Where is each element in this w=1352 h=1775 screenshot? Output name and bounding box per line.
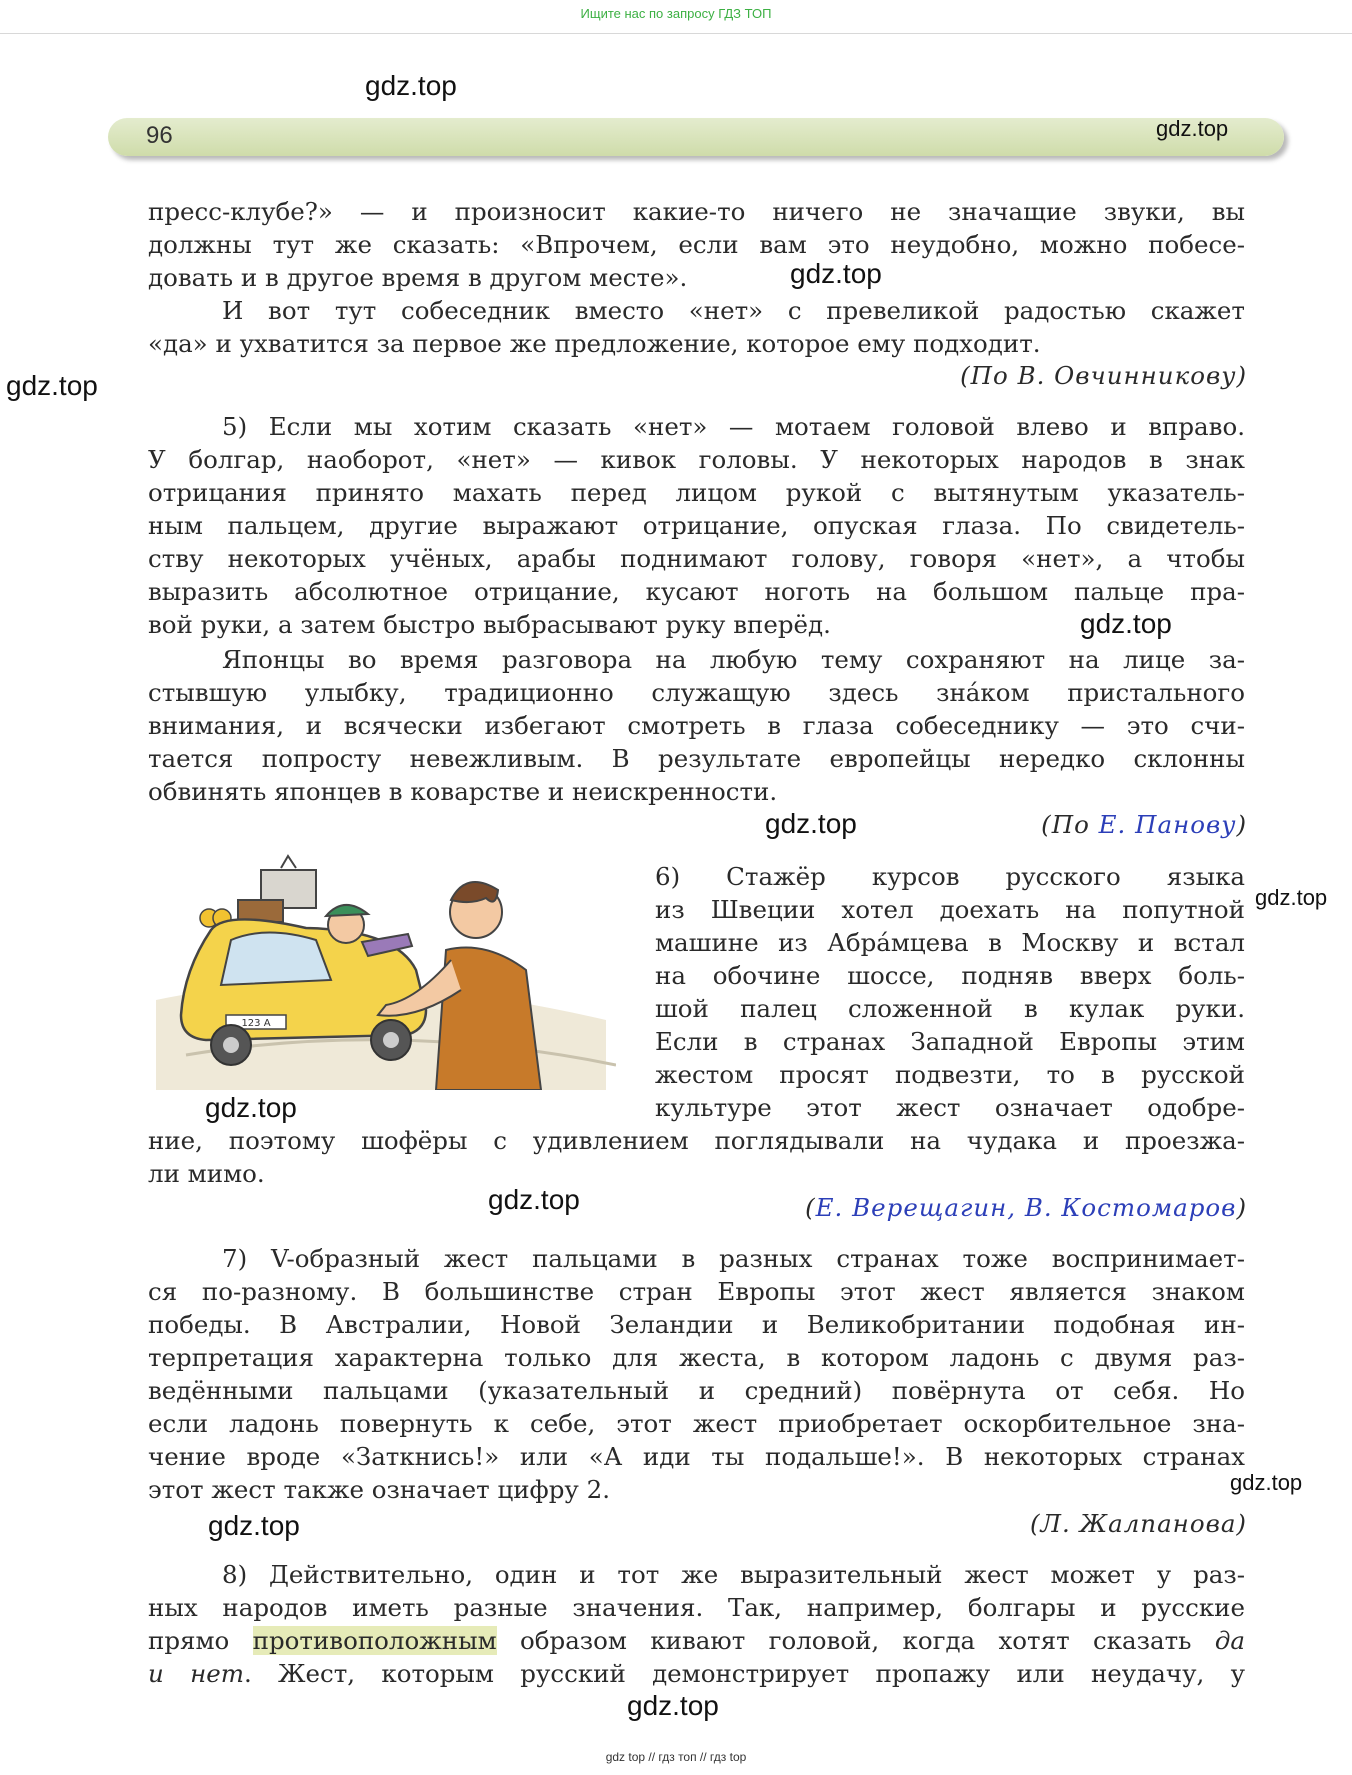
- text-line: из Швеции хотел доехать на попутной: [655, 895, 1245, 924]
- italic-word: да: [1214, 1626, 1245, 1655]
- text-line: ние, поэтому шофёры с удивлением поглядывали на чудака и проезжа-: [148, 1126, 1245, 1155]
- text-line: ведёнными пальцами (указательный и средний) повёрнута от себя. Но: [148, 1376, 1245, 1405]
- paragraph-5b: [148, 643, 1245, 808]
- page-header-band: [108, 118, 1284, 156]
- top-bar: [0, 0, 1352, 34]
- watermark: gdz.top: [208, 1510, 300, 1541]
- text-line: Если в странах Западной Европы этим: [655, 1027, 1245, 1056]
- text-line: тается попросту невежливым. В результате европейцы нередко склонны: [148, 744, 1245, 773]
- paragraph-7: [148, 1242, 1245, 1506]
- text-line: [148, 1624, 1245, 1657]
- paragraph-intro-2: [148, 294, 1245, 360]
- text-line: внимания, и всячески избегают смотреть в глаза собеседнику — это счи-: [148, 711, 1245, 740]
- text-line: [148, 1657, 1245, 1690]
- text-run: прямо: [148, 1626, 253, 1655]
- text-line: ным пальцем, другие выражают отрицание, опуская глаза. По свидетель-: [148, 511, 1245, 540]
- text-run: . Жест, которым русский демонстрирует пропажу или неудачу, у: [243, 1659, 1245, 1688]
- attribution-zhalpanova: (Л. Жалпанова): [1029, 1509, 1247, 1538]
- watermark: gdz.top: [488, 1184, 580, 1215]
- text-line: вой руки, а затем быстро выбрасывают руку вперёд.: [148, 610, 831, 639]
- text-line: если ладонь повернуть к себе, этот жест приобретает оскорбительное зна-: [148, 1409, 1245, 1438]
- text-line: 7) V-образный жест пальцами в разных странах тоже воспринимает-: [222, 1244, 1245, 1273]
- watermark: gdz.top: [205, 1092, 297, 1123]
- watermark: gdz.top: [790, 258, 882, 289]
- text-line: пресс-клубе?» — и произносит какие-то ничего не значащие звуки, вы: [148, 197, 1245, 226]
- text-line: победы. В Австралии, Новой Зеландии и Великобритании подобная ин-: [148, 1310, 1245, 1339]
- attribution-close: ): [1236, 1193, 1247, 1222]
- paragraph-5: [148, 410, 1245, 641]
- text-line: ных народов иметь разные значения. Так, например, болгары и русские: [148, 1593, 1245, 1622]
- watermark: gdz.top: [6, 370, 98, 401]
- attribution-panov: [1041, 810, 1247, 839]
- text-line: И вот тут собеседник вместо «нет» с превеликой радостью скажет: [222, 296, 1245, 325]
- top-search-link[interactable]: Ищите нас по запросу ГДЗ ТОП: [580, 6, 772, 21]
- text-line: 5) Если мы хотим сказать «нет» — мотаем головой влево и вправо.: [222, 412, 1245, 441]
- text-line: отрицания принято махать перед лицом рукой с вытянутым указатель-: [148, 478, 1245, 507]
- attribution-open: (: [805, 1193, 816, 1222]
- paragraph-intro: [148, 195, 1245, 294]
- italic-word: и нет: [148, 1659, 244, 1688]
- license-plate: 123 А: [241, 1018, 271, 1029]
- attribution-prefix: (По: [1041, 810, 1099, 839]
- attribution-vereshchagin-kostomarov: [805, 1193, 1247, 1222]
- text-line: терпретация характерна только для жеста, в котором ладонь с двумя раз-: [148, 1343, 1245, 1372]
- illustration-hitchhiker: [146, 850, 616, 1090]
- text-line: этот жест также означает цифру 2.: [148, 1475, 610, 1504]
- text-run: образом кивают головой, когда хотят сказать: [496, 1626, 1215, 1655]
- watermark: gdz.top: [1230, 1470, 1303, 1495]
- text-line: 8) Действительно, один и тот же выразительный жест может у раз-: [222, 1560, 1245, 1589]
- author-link-vereshchagin-kostomarov[interactable]: Е. Верещагин, В. Костомаров: [815, 1193, 1237, 1222]
- highlighted-word: противоположным: [252, 1626, 497, 1655]
- page-number: 96: [146, 122, 173, 149]
- text-line: должны тут же сказать: «Впрочем, если вам это неудобно, можно побесе-: [148, 230, 1245, 259]
- text-line: машине из Абра́мцева в Москву и встал: [655, 928, 1245, 957]
- text-line: Японцы во время разговора на любую тему сохраняют на лице за-: [222, 645, 1245, 674]
- paragraph-6-side: [655, 860, 1245, 1124]
- text-line: на обочине шоссе, подняв вверх боль-: [655, 961, 1245, 990]
- watermark: gdz.top: [365, 70, 457, 101]
- text-line: стывшую улыбку, традиционно служащую здесь зна́ком пристального: [148, 678, 1245, 707]
- text-line: выразить абсолютное отрицание, кусают ноготь на большом пальце пра-: [148, 577, 1245, 606]
- watermark: gdz.top: [1080, 608, 1172, 639]
- text-line: культуре этот жест означает одобре-: [655, 1093, 1245, 1122]
- paragraph-8: [148, 1558, 1245, 1690]
- text-line: 6) Стажёр курсов русского языка: [655, 862, 1245, 891]
- attribution-ovchinnikov: (По В. Овчинникову): [960, 361, 1247, 390]
- text-line: ству некоторых учёных, арабы поднимают голову, говоря «нет», а чтобы: [148, 544, 1245, 573]
- text-line: ли мимо.: [148, 1159, 265, 1188]
- text-line: «да» и ухватится за первое же предложение, которое ему подходит.: [148, 329, 1041, 358]
- text-line: обвинять японцев в коварстве и неискренности.: [148, 777, 778, 806]
- text-line: ся по-разному. В большинстве стран Европы этот жест является знаком: [148, 1277, 1245, 1306]
- footer-links[interactable]: gdz top // гдз топ // гдз top: [605, 1750, 747, 1764]
- text-line: У болгар, наоборот, «нет» — кивок головы. У некоторых народов в знак: [148, 445, 1245, 474]
- author-link-panov[interactable]: Е. Панову: [1098, 810, 1237, 839]
- paragraph-6-full: [148, 1124, 1245, 1190]
- watermark: gdz.top: [1255, 885, 1328, 910]
- text-line: чение вроде «Заткнись!» или «А иди ты подальше!». В некоторых странах: [148, 1442, 1245, 1471]
- attribution-suffix: ): [1236, 810, 1247, 839]
- text-line: довать и в другое время в другом месте».: [148, 263, 688, 292]
- watermark: gdz.top: [627, 1690, 719, 1721]
- watermark: gdz.top: [765, 808, 857, 839]
- text-line: шой палец сложенной в кулак руки.: [655, 994, 1245, 1023]
- watermark: gdz.top: [1156, 116, 1229, 141]
- text-line: жестом просят подвезти, то в русской: [655, 1060, 1245, 1089]
